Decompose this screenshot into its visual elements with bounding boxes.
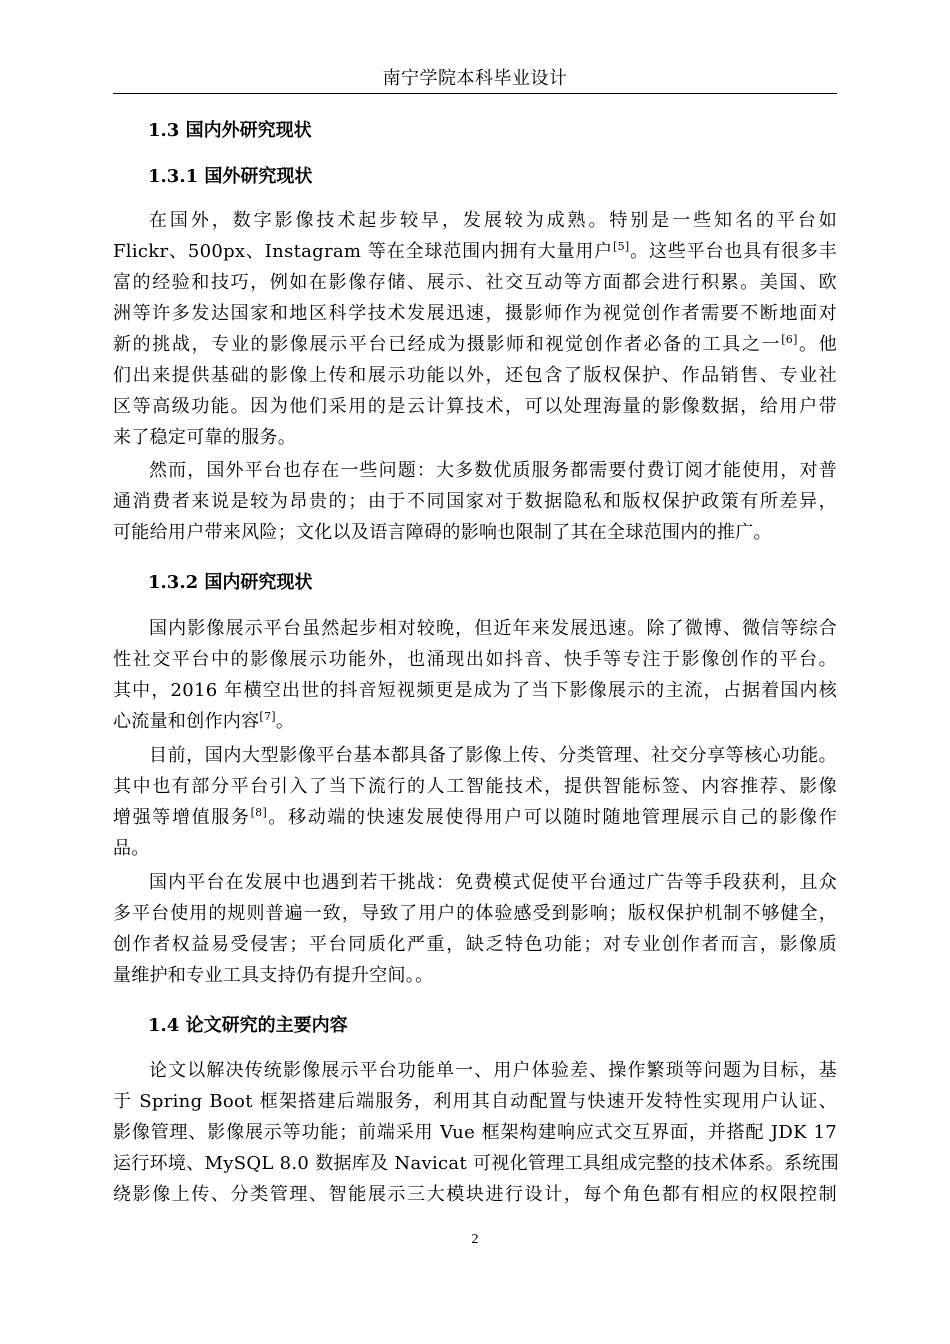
- text-line: [113, 332, 837, 358]
- text-line: 可能给用户带来风险；文化以及语言障碍的影响也限制了其在全球范围内的推广。: [113, 522, 772, 543]
- section-heading-1-3: 1.3 国内外研究现状: [148, 120, 312, 141]
- text-line: 通消费者来说是较为昂贵的；由于不同国家对于数据隐私和版权保护政策有所差异，: [113, 491, 837, 512]
- section-heading-1-3-1: 1.3.1 国外研究现状: [148, 166, 313, 187]
- text-line: 品。: [113, 838, 150, 859]
- text-line: 区等高级功能。因为他们采用的是云计算技术，可以处理海量的影像数据，给用户带: [113, 396, 837, 417]
- text-span: Flickr、500px、Instagram 等在全球范围内拥有大量用户: [113, 241, 614, 262]
- text-line: 于 Spring Boot 框架搭建后端服务，利用其自动配置与快速开发特性实现用户认证、: [113, 1091, 837, 1112]
- text-span: 增强等增值服务: [113, 807, 251, 828]
- section-heading-1-4: 1.4 论文研究的主要内容: [148, 1015, 348, 1036]
- text-line: 性社交平台中的影像展示功能外，也涌现出如抖音、快手等专注于影像创作的平台。: [113, 649, 837, 670]
- text-line: [113, 239, 837, 265]
- text-span: 。: [275, 711, 295, 732]
- text-line: 创作者权益易受侵害；平台同质化严重，缺乏特色功能；对专业创作者而言，影像质: [113, 934, 837, 955]
- running-header: 南宁学院本科毕业设计: [382, 68, 568, 89]
- text-line: [113, 709, 837, 735]
- text-line: 运行环境、MySQL 8.0 数据库及 Navicat 可视化管理工具组成完整的技术体系。系统围: [113, 1153, 840, 1174]
- text-line: 其中，2016 年横空出世的抖音短视频更是成为了当下影像展示的主流，占据着国内核: [113, 680, 837, 701]
- text-line: 富的经验和技巧，例如在影像存储、展示、社交互动等方面都会进行积累。美国、欧: [113, 272, 837, 293]
- text-span: 新的挑战，专业的影像展示平台已经成为摄影师和视觉创作者必备的工具之一: [113, 334, 782, 355]
- text-span: 。移动端的快速发展使得用户可以随时随地管理展示自己的影像作: [267, 807, 837, 828]
- text-span: 。他: [797, 334, 837, 355]
- text-line: 其中也有部分平台引入了当下流行的人工智能技术，提供智能标签、内容推荐、影像: [113, 776, 837, 797]
- text-span: 。这些平台也具有很多丰: [629, 241, 837, 262]
- citation-marker: [6]: [781, 333, 798, 346]
- text-line: 在国外，数字影像技术起步较早，发展较为成熟。特别是一些知名的平台如: [149, 210, 837, 231]
- header-rule: [113, 93, 837, 94]
- text-line: 然而，国外平台也存在一些问题：大多数优质服务都需要付费订阅才能使用，对普: [149, 460, 837, 481]
- text-line: 量维护和专业工具支持仍有提升空间。。: [113, 965, 434, 986]
- text-line: 们出来提供基础的影像上传和展示功能以外，还包含了版权保护、作品销售、专业社: [113, 365, 837, 386]
- text-line: 来了稳定可靠的服务。: [113, 427, 296, 448]
- text-line: 绕影像上传、分类管理、智能展示三大模块进行设计，每个角色都有相应的权限控制: [113, 1184, 837, 1205]
- citation-marker: [5]: [613, 240, 630, 253]
- citation-marker: [7]: [259, 710, 276, 723]
- text-line: 国内影像展示平台虽然起步相对较晚，但近年来发展迅速。除了微博、微信等综合: [149, 618, 837, 639]
- citation-marker: [8]: [250, 806, 268, 819]
- section-heading-1-3-2: 1.3.2 国内研究现状: [148, 572, 313, 593]
- text-line: 影像管理、影像展示等功能；前端采用 Vue 框架构建响应式交互界面，并搭配 JDK 17: [113, 1122, 837, 1143]
- page-number: 2: [471, 1232, 479, 1247]
- text-line: 论文以解决传统影像展示平台功能单一、用户体验差、操作繁琐等问题为目标，基: [149, 1060, 837, 1081]
- text-span: 心流量和创作内容: [113, 711, 260, 732]
- text-line: [113, 805, 837, 831]
- text-line: 多平台使用的规则普遍一致，导致了用户的体验感受到影响；版权保护机制不够健全，: [113, 903, 837, 924]
- text-line: 目前，国内大型影像平台基本都具备了影像上传、分类管理、社交分享等核心功能。: [149, 745, 837, 766]
- text-line: 洲等许多发达国家和地区科学技术发展迅速，摄影师作为视觉创作者需要不断地面对: [113, 303, 837, 324]
- text-line: 国内平台在发展中也遇到若干挑战：免费模式促使平台通过广告等手段获利，且众: [149, 872, 837, 893]
